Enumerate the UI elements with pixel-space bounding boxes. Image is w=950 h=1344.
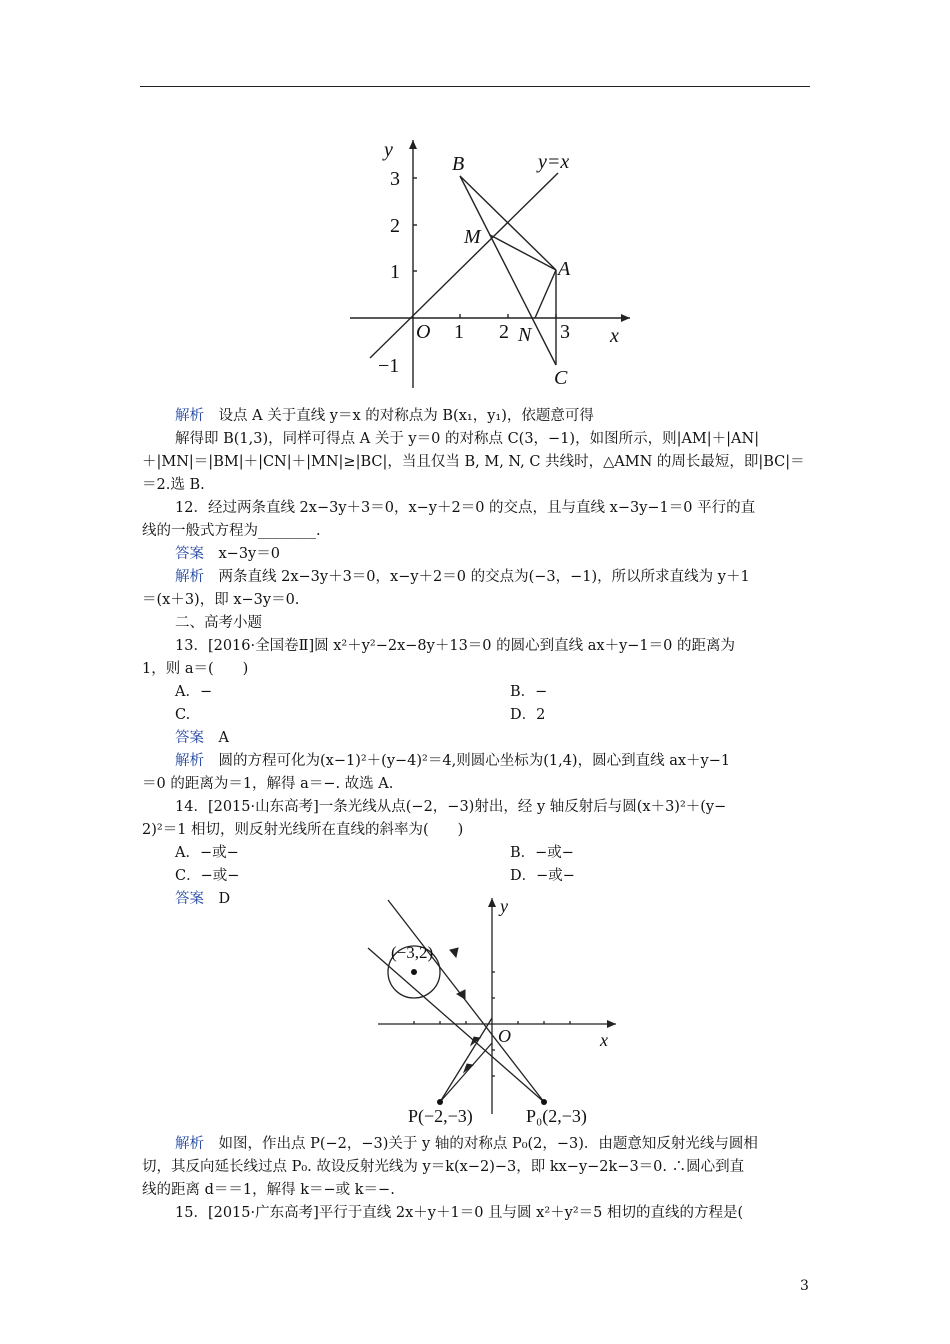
q14-option-b: B．−或− xyxy=(510,845,574,861)
q13-line1: 13．[2016·全国卷Ⅱ]圆 x²＋y²−2x−8y＋13＝0 的圆心到直线 ax＋y−1＝0 的距离为 xyxy=(175,638,735,654)
sol14-line2: 切，其反向延长线过点 P₀. 故设反射光线为 y＝k(x−2)−3，即 kx−y−2k−3＝0. ∴圆心到直 xyxy=(142,1159,745,1175)
x-axis-label: x xyxy=(610,325,619,347)
q12-answer-text: x−3y＝0 xyxy=(218,546,280,562)
q14-answer-text: D xyxy=(218,891,231,907)
sol14-line1 xyxy=(175,1134,758,1155)
q13-option-a: A．− xyxy=(175,684,213,700)
point-P0 xyxy=(541,1099,547,1105)
header-rule xyxy=(140,86,810,87)
section-heading: 二、高考小题 xyxy=(175,615,262,631)
q13-solution-line1 xyxy=(175,751,730,772)
incident-ray-1 xyxy=(440,1043,492,1102)
q12-answer-tag: 答案 xyxy=(175,546,204,562)
arrow-reflected-1 xyxy=(450,948,458,957)
tick-label-x3: 3 xyxy=(560,321,570,343)
sol11-line3: ＋|MN|＝|BM|＋|CN|＋|MN|≥|BC|，当且仅当 B, M, N, C 共线时，△AMN 的周长最短，即|BC|＝ xyxy=(142,454,805,470)
point-M-label: M xyxy=(464,226,481,248)
q13-answer xyxy=(175,728,229,749)
q14-option-a: A．−或− xyxy=(175,845,239,861)
q12-line1: 12．经过两条直线 2x−3y＋3＝0，x−y＋2＝0 的交点，且与直线 x−3y−1＝0 平行的直 xyxy=(175,500,756,516)
tick-label-y2: 2 xyxy=(390,215,400,237)
origin-label: O xyxy=(416,321,431,343)
page-number: 3 xyxy=(800,1278,809,1294)
q13-solution-text1: 圆的方程可化为(x−1)²＋(y−4)²＝4,则圆心坐标为(1,4)，圆心到直线 ax＋y−1 xyxy=(218,753,731,769)
q13-answer-tag: 答案 xyxy=(175,730,204,746)
origin-label: O xyxy=(498,1026,511,1046)
tick-label-yneg1: −1 xyxy=(378,355,400,377)
q12-line2: 线的一般式方程为________. xyxy=(142,523,321,539)
figure-reflection-triangle xyxy=(340,128,640,396)
q14-option-c: C．−或− xyxy=(175,868,240,884)
sol14-tag: 解析 xyxy=(175,1136,204,1152)
q15-line1: 15．[2015·广东高考]平行于直线 2x＋y＋1＝0 且与圆 x²＋y²＝5 相切的直线的方程是( xyxy=(175,1205,744,1221)
q14-answer xyxy=(175,889,230,910)
q12-solution-text1: 两条直线 2x−3y＋3＝0，x−y＋2＝0 的交点为(−3，−1)，所以所求直线为 y＋1 xyxy=(218,569,750,585)
center-label: (−3,2) xyxy=(391,943,434,962)
incident-ray-2 xyxy=(440,1018,492,1102)
q14-answer-tag: 答案 xyxy=(175,891,204,907)
sol14-line3: 线的距离 d＝＝1，解得 k＝−或 k＝−. xyxy=(142,1182,395,1198)
sol11-text1: 设点 A 关于直线 y＝x 的对称点为 B(x₁，y₁)，依题意可得 xyxy=(218,408,594,424)
sol11-line2: 解得即 B(1,3)，同样可得点 A 关于 y＝0 的对称点 C(3，−1)，如图所示，则|AM|＋|AN| xyxy=(175,431,760,447)
q12-answer xyxy=(175,544,280,565)
q12-solution-tag: 解析 xyxy=(175,569,204,585)
point-P0-label: P₀(2,−3) xyxy=(526,1106,587,1126)
tick-label-y1: 1 xyxy=(390,261,400,283)
sol14-text1: 如图，作出点 P(−2，−3)关于 y 轴的对称点 P₀(2，−3)．由题意知反射光线与圆相 xyxy=(218,1136,758,1152)
tangent-line-shallow xyxy=(368,948,544,1102)
point-C-label: C xyxy=(554,367,568,389)
circle-center-point xyxy=(411,969,417,975)
point-P xyxy=(437,1099,443,1105)
y-axis-label: y xyxy=(384,139,393,161)
x-arrow xyxy=(621,314,630,322)
tick-label-x1: 1 xyxy=(454,321,464,343)
q14-line2: 2)²＝1 相切，则反射光线所在直线的斜率为( ) xyxy=(142,822,464,838)
point-A-label: A xyxy=(558,258,571,280)
segment-MA xyxy=(490,235,556,270)
q13-line2: 1，则 a＝( ) xyxy=(142,661,249,677)
x-arrow xyxy=(607,1020,616,1028)
q13-solution-line2: ＝0 的距离为＝1，解得 a＝−. 故选 A. xyxy=(142,776,394,792)
q12-solution-line1 xyxy=(175,567,750,588)
point-P-label: P(−2,−3) xyxy=(408,1106,473,1126)
segment-NA xyxy=(535,270,556,318)
q12-solution-line2: ＝(x＋3)，即 x−3y＝0. xyxy=(142,592,300,608)
sol11-tag: 解析 xyxy=(175,408,204,424)
y-axis-label: y xyxy=(500,896,508,916)
q13-option-c: C. xyxy=(175,707,191,723)
figure-light-reflection xyxy=(358,888,630,1126)
q13-answer-text: A xyxy=(218,730,229,746)
sol11-line4: ＝2.选 B. xyxy=(142,477,205,493)
arrow-incident-1 xyxy=(464,1064,473,1072)
q13-solution-tag: 解析 xyxy=(175,753,204,769)
tick-label-x2: 2 xyxy=(499,321,509,343)
q13-option-d: D．2 xyxy=(510,707,546,723)
line-label: y=x xyxy=(538,151,570,173)
y-arrow xyxy=(409,140,417,149)
q14-line1: 14．[2015·山东高考]一条光线从点(−2，−3)射出，经 y 轴反射后与圆(x＋3)²＋(y− xyxy=(175,799,727,815)
x-axis-label: x xyxy=(600,1030,608,1050)
sol11-line1 xyxy=(175,406,594,427)
q14-option-d: D．−或− xyxy=(510,868,575,884)
q13-option-b: B．− xyxy=(510,684,548,700)
point-B-label: B xyxy=(452,153,465,175)
point-N-label: N xyxy=(518,324,532,346)
tick-label-y3: 3 xyxy=(390,168,400,190)
y-arrow xyxy=(488,898,496,907)
